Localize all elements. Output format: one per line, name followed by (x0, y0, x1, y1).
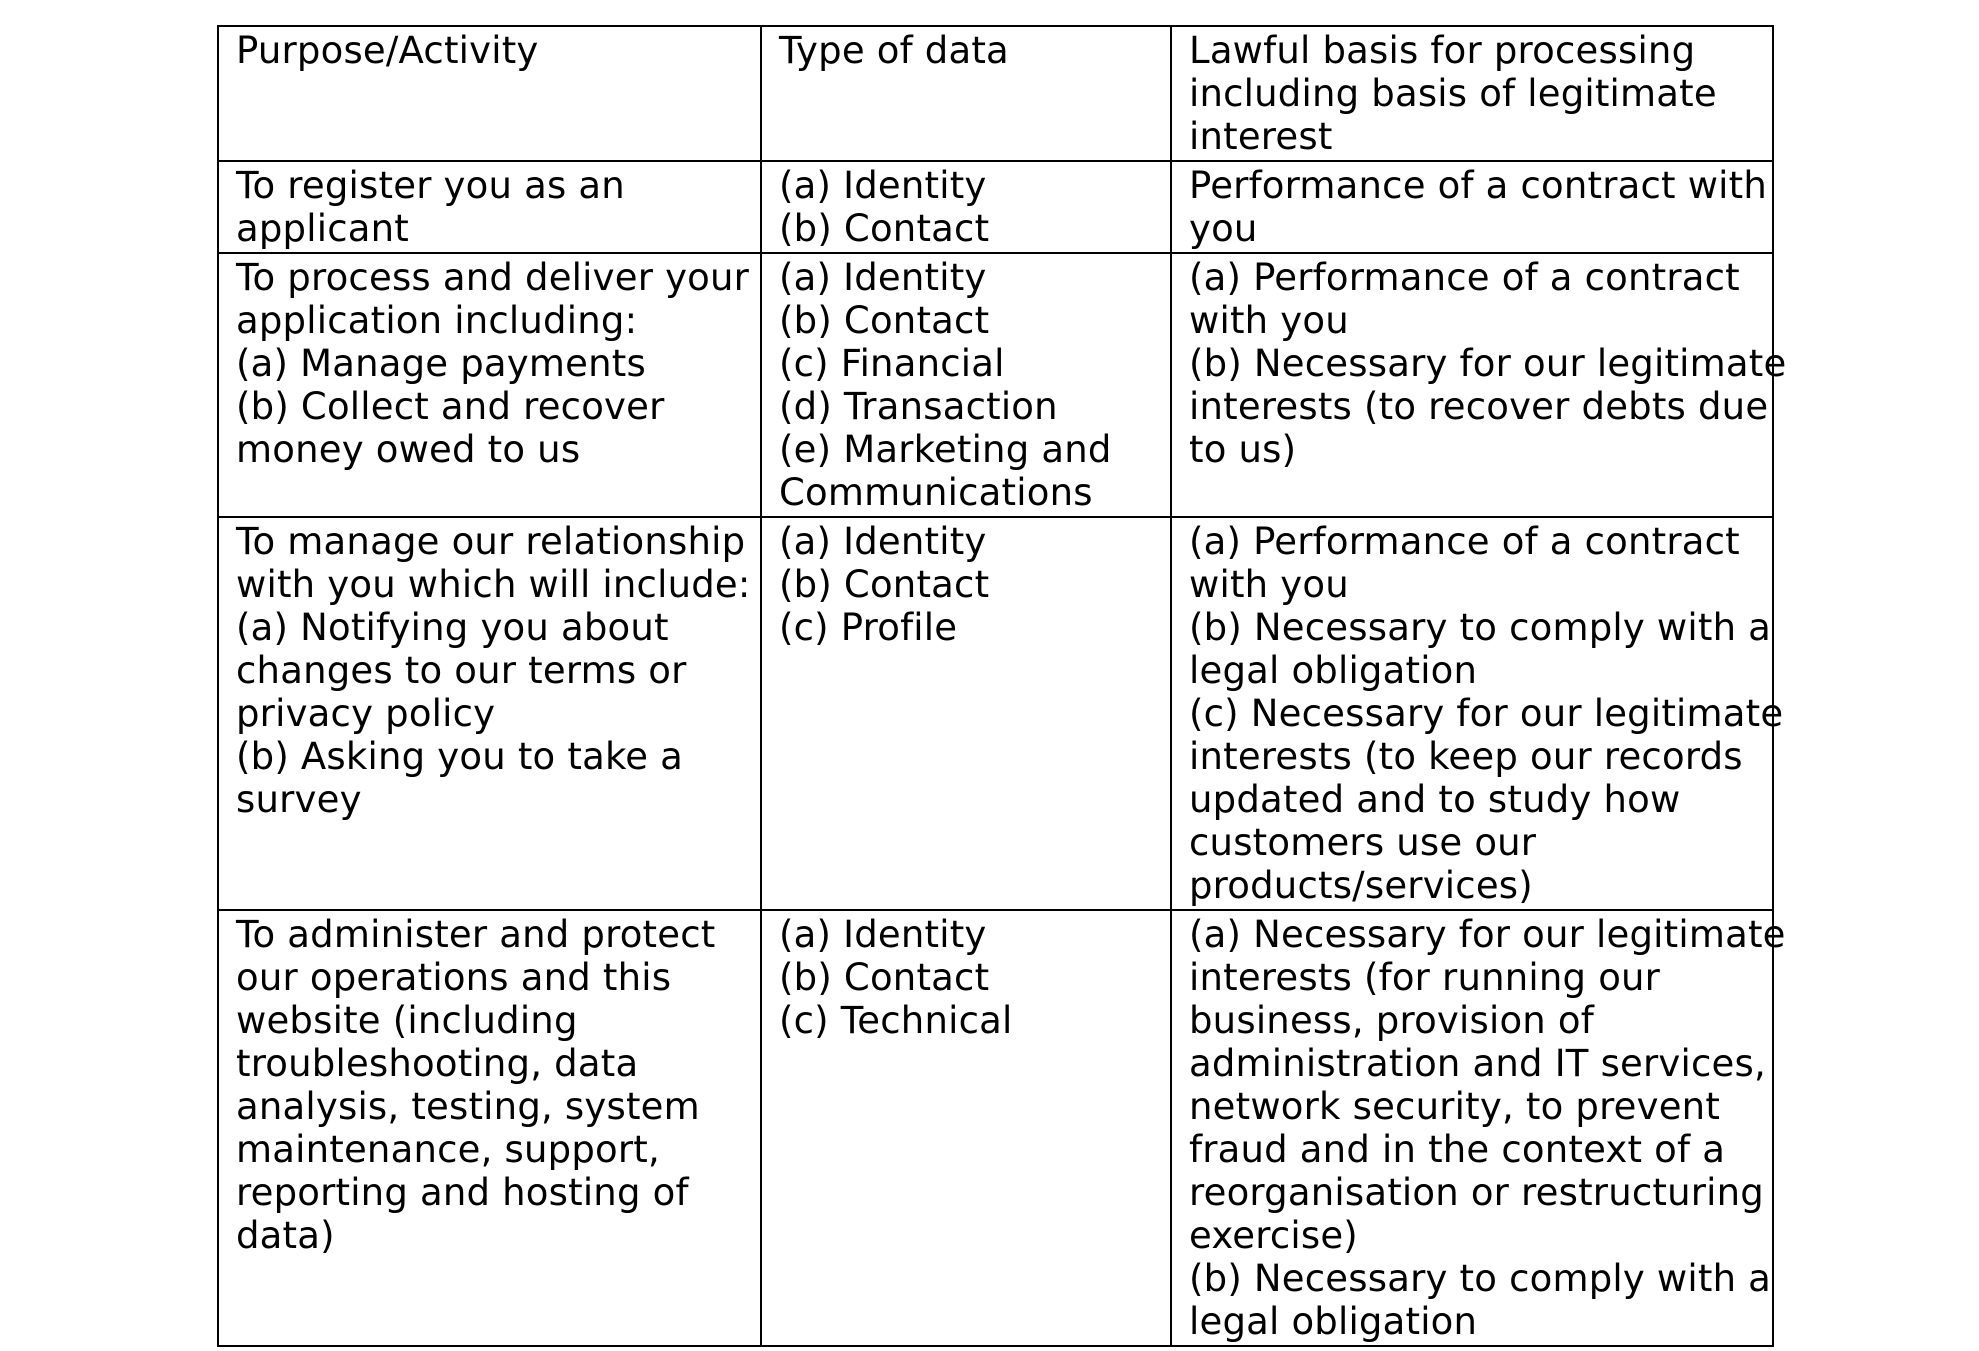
cell-line: (e) Marketing and (779, 428, 1112, 471)
cell-line: maintenance, support, (236, 1128, 660, 1171)
lawful-basis-cell (1171, 253, 1787, 517)
cell-line: (b) Necessary to comply with a (1189, 1257, 1772, 1300)
lawful-basis-cell (1171, 161, 1773, 253)
lawful-basis-cell (1171, 517, 1784, 910)
cell-line: legal obligation (1189, 1300, 1478, 1343)
cell-line: (a) Performance of a contract (1189, 520, 1740, 563)
cell-line: legal obligation (1189, 649, 1478, 692)
cell-line: customers use our (1189, 821, 1537, 864)
purpose-cell (218, 161, 761, 253)
cell-line: Performance of a contract with (1189, 164, 1768, 207)
cell-line: with you (1189, 299, 1349, 342)
cell-line: (a) Identity (779, 164, 987, 207)
cell-line: interest (1189, 115, 1333, 158)
cell-line: applicant (236, 207, 409, 250)
cell-line: (a) Notifying you about (236, 606, 669, 649)
cell-line: fraud and in the context of a (1189, 1128, 1726, 1171)
cell-line: with you which will include: (236, 563, 751, 606)
cell-line: (c) Necessary for our legitimate (1189, 692, 1784, 735)
data-type-cell (761, 161, 1171, 253)
purpose-cell (218, 517, 761, 910)
data-type-cell (761, 910, 1171, 1346)
table-header-row (218, 26, 1773, 161)
header-lawful-basis (1171, 26, 1773, 161)
cell-line: (b) Contact (779, 299, 990, 342)
table-row (218, 161, 1773, 253)
table-row (218, 253, 1773, 517)
cell-line: (a) Manage payments (236, 342, 646, 385)
cell-line: reporting and hosting of (236, 1171, 689, 1214)
cell-line: business, provision of (1189, 999, 1594, 1042)
cell-line: money owed to us (236, 428, 581, 471)
cell-line: troubleshooting, data (236, 1042, 639, 1085)
cell-line: To administer and protect (236, 913, 716, 956)
cell-line: To process and deliver your (236, 256, 750, 299)
data-type-cell (761, 253, 1171, 517)
cell-line: (b) Necessary for our legitimate (1189, 342, 1787, 385)
cell-line: analysis, testing, system (236, 1085, 700, 1128)
cell-line: interests (for running our (1189, 956, 1661, 999)
cell-line: website (including (236, 999, 578, 1042)
cell-line: (a) Identity (779, 256, 987, 299)
cell-line: (c) Technical (779, 999, 1013, 1042)
cell-line: application including: (236, 299, 638, 342)
lawful-basis-table (217, 25, 1787, 1347)
lawful-basis-cell (1171, 910, 1786, 1346)
cell-line: (c) Profile (779, 606, 958, 649)
cell-line: (b) Necessary to comply with a (1189, 606, 1772, 649)
cell-line: (b) Contact (779, 207, 990, 250)
cell-line: To register you as an (236, 164, 625, 207)
cell-line: (b) Contact (779, 956, 990, 999)
cell-line: our operations and this (236, 956, 672, 999)
cell-line: (b) Asking you to take a (236, 735, 684, 778)
cell-line: with you (1189, 563, 1349, 606)
purpose-cell (218, 253, 761, 517)
cell-line: Lawful basis for processing (1189, 29, 1696, 72)
cell-line: changes to our terms or (236, 649, 687, 692)
purpose-cell (218, 910, 761, 1346)
data-type-cell (761, 517, 1171, 910)
cell-line: including basis of legitimate (1189, 72, 1717, 115)
cell-line: (a) Identity (779, 520, 987, 563)
cell-line: exercise) (1189, 1214, 1358, 1257)
cell-line: you (1189, 207, 1258, 250)
cell-line: (b) Collect and recover (236, 385, 665, 428)
cell-line: updated and to study how (1189, 778, 1681, 821)
cell-line: Purpose/Activity (236, 29, 539, 72)
cell-line: privacy policy (236, 692, 496, 735)
cell-line: interests (to keep our records (1189, 735, 1743, 778)
cell-line: (a) Necessary for our legitimate (1189, 913, 1786, 956)
cell-line: (c) Financial (779, 342, 1005, 385)
cell-line: Type of data (779, 29, 1009, 72)
lawful-basis-table-container (217, 25, 1787, 1347)
cell-line: (d) Transaction (779, 385, 1058, 428)
cell-line: (a) Identity (779, 913, 987, 956)
cell-line: products/services) (1189, 864, 1533, 907)
cell-line: network security, to prevent (1189, 1085, 1721, 1128)
table-row (218, 910, 1773, 1346)
cell-line: reorganisation or restructuring (1189, 1171, 1764, 1214)
cell-line: administration and IT services, (1189, 1042, 1766, 1085)
cell-line: (b) Contact (779, 563, 990, 606)
table-row (218, 517, 1773, 910)
cell-line: (a) Performance of a contract (1189, 256, 1740, 299)
table-body (218, 26, 1787, 1346)
cell-line: data) (236, 1214, 335, 1257)
header-purpose-activity (218, 26, 761, 161)
cell-line: To manage our relationship (236, 520, 746, 563)
cell-line: interests (to recover debts due (1189, 385, 1769, 428)
cell-line: survey (236, 778, 362, 821)
header-type-of-data (761, 26, 1171, 161)
cell-line: to us) (1189, 428, 1297, 471)
cell-line: Communications (779, 471, 1093, 514)
